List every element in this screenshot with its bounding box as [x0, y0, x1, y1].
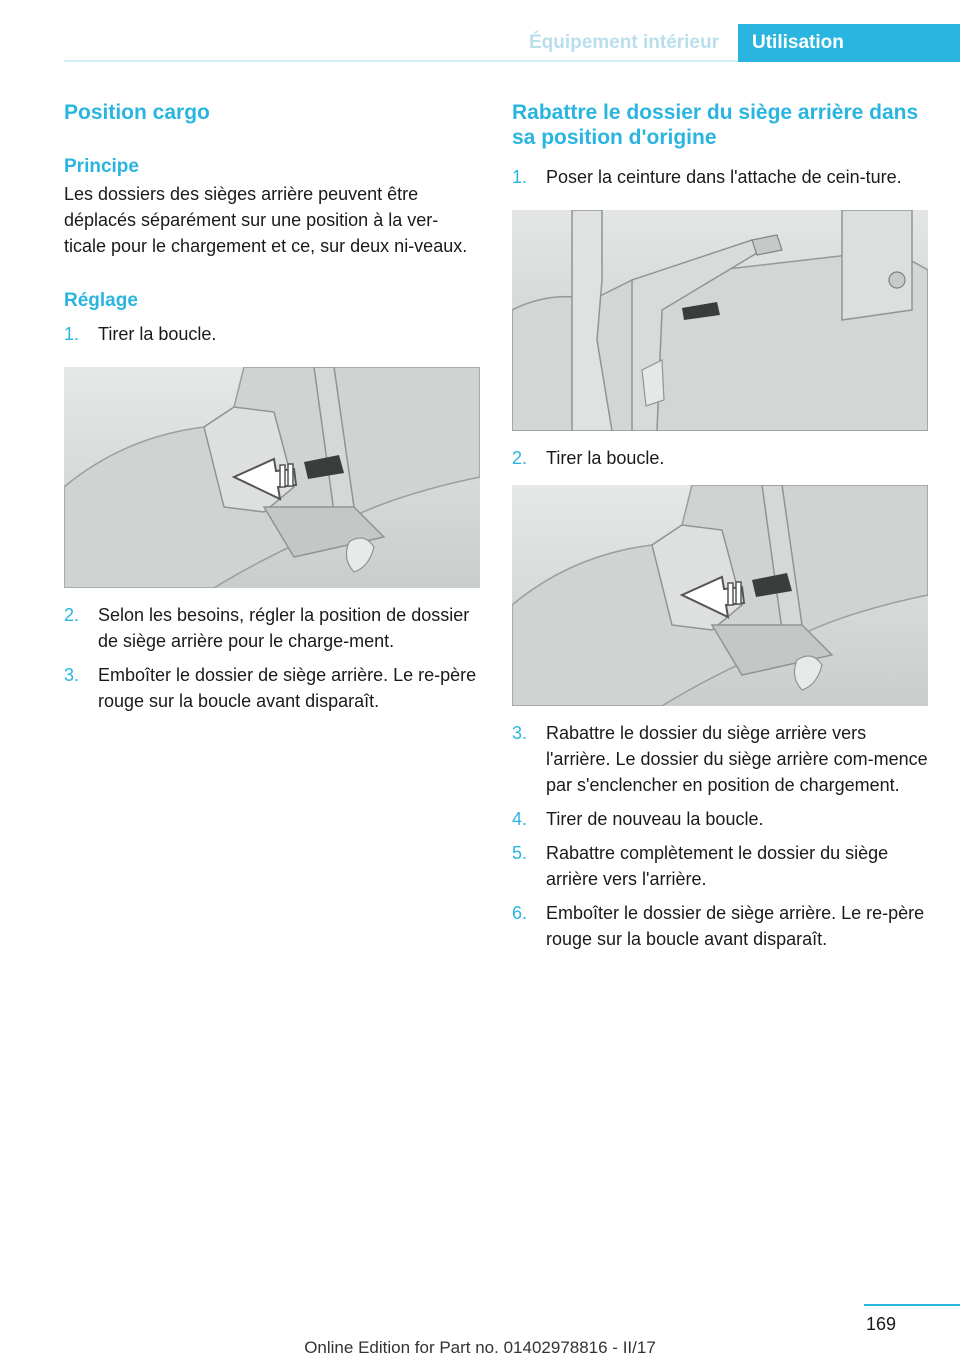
list-item [512, 900, 928, 952]
adjust-steps-b [64, 602, 480, 714]
step-number: 3. [64, 665, 80, 685]
step-text: Tirer de nouveau la boucle. [546, 809, 764, 829]
list-item [512, 806, 928, 832]
edition-note: Online Edition for Part no. 01402978816 - II/17 [304, 1338, 656, 1357]
belt-buckle-illustration [64, 367, 480, 588]
step-text: Poser la ceinture dans l'attache de cein-ture. [546, 167, 902, 187]
list-item [64, 321, 480, 347]
section-title-restore: Rabattre le dossier du siège arrière dans sa position d'origine [512, 101, 919, 149]
step-text: Tirer la boucle. [546, 448, 665, 468]
step-number: 1. [64, 324, 80, 344]
step-text: Rabattre le dossier du siège arrière vers l'arrière. Le dossier du siège arrière com-mence par s'enclencher en position de chargement. [546, 723, 928, 795]
list-item [512, 164, 928, 190]
step-number: 5. [512, 843, 528, 863]
footer-rule [864, 1304, 960, 1306]
belt-buckle-illustration-2 [512, 485, 928, 706]
principle-heading: Principe [64, 156, 139, 177]
left-column [64, 100, 480, 714]
belt-guide-illustration [512, 210, 928, 431]
step-number: 1. [512, 167, 528, 187]
section-title-cargo: Position cargo [64, 101, 210, 124]
step-text: Emboîter le dossier de siège arrière. Le re-père rouge sur la boucle avant disparaît. [546, 903, 925, 949]
principle-text: Les dossiers des sièges arrière peuvent être déplacés séparément sur une position à la ver-ticale pour le chargement et ce, sur deux ni-veaux. [64, 184, 468, 256]
restore-steps-b [512, 445, 928, 471]
list-item [512, 720, 928, 798]
step-number: 3. [512, 723, 528, 743]
header-chapter-tab[interactable]: Utilisation [738, 24, 960, 62]
right-column [512, 100, 928, 952]
step-text: Tirer la boucle. [98, 324, 217, 344]
step-text: Rabattre complètement le dossier du siège arrière vers l'arrière. [546, 843, 889, 889]
header-section-tab[interactable]: Équipement intérieur [528, 32, 719, 53]
step-number: 4. [512, 809, 528, 829]
page-number: 169 [865, 1314, 896, 1334]
step-number: 2. [512, 448, 528, 468]
step-number: 2. [64, 605, 80, 625]
list-item [512, 840, 928, 892]
step-text: Selon les besoins, régler la position de dossier de siège arrière pour le charge-ment. [98, 605, 470, 651]
list-item [64, 662, 480, 714]
restore-steps-c [512, 720, 928, 952]
restore-steps-a [512, 164, 928, 190]
adjust-steps-a [64, 321, 480, 347]
step-text: Emboîter le dossier de siège arrière. Le re-père rouge sur la boucle avant disparaît. [98, 665, 477, 711]
step-number: 6. [512, 903, 528, 923]
adjust-heading: Réglage [64, 290, 138, 311]
list-item [64, 602, 480, 654]
list-item [512, 445, 928, 471]
